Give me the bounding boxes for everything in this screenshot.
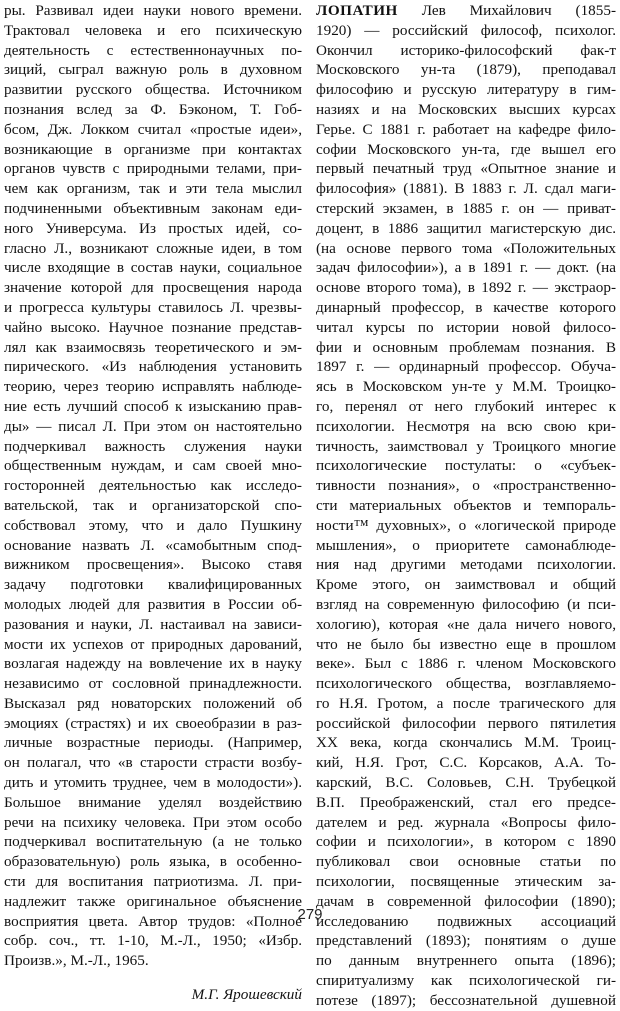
text-line: образовательную) роль языка, в особенно-: [4, 853, 302, 871]
text-line: В.П. Преображенский, стал его предсе-: [316, 793, 616, 811]
text-line: назиях и на Московских высших курсах: [316, 100, 616, 118]
text-line: подчеркивал воспитательную (а не только: [4, 833, 302, 851]
text-line: личные возрастные периоды. (Например,: [4, 734, 302, 752]
entry-head-word: ЛОПАТИН: [316, 2, 398, 19]
text-line: софии и психологии», в котором с 1890: [316, 833, 616, 851]
text-line: Высказал ряд новаторских положений об: [4, 694, 302, 712]
text-line: вижником просвещения». Высоко ставя: [4, 556, 302, 574]
text-line: и прогресса культуры ставилось Л. чрезвы-: [4, 298, 302, 316]
text-line: ние есть лучший способ к изысканию прав-: [4, 397, 302, 415]
signature-gap: [4, 971, 302, 985]
text-line: российской философии первого пятилетия: [316, 714, 616, 732]
text-line: ры. Развивал идеи науки нового времени.: [4, 2, 302, 19]
author-signature: М.Г. Ярошевский: [191, 986, 302, 1004]
text-line: независимо от сословной принадлежности.: [4, 675, 302, 693]
text-line: возлагая надежду на вовлечение их в науку: [4, 655, 302, 673]
text-line: дачам в современной философии (1890);: [316, 892, 616, 910]
text-line: теорию, через теорию исправлять наблюде-: [4, 378, 302, 396]
text-line: собствовал этому, что и дало Пушкину: [4, 516, 302, 534]
text-line: 1897 г. — ординарный профессор. Обуча-: [316, 358, 616, 376]
text-line: Большое внимание уделял воздействию: [4, 793, 302, 811]
text-line: задач философии»), а в 1891 г. — докт. (на: [316, 259, 616, 277]
text-line: органов чувств с природными телами, при-: [4, 160, 302, 178]
text-line: значение которой для просвещения народа: [4, 279, 302, 297]
text-line: кий, Н.Я. Грот, С.С. Корсаков, А.А. То-: [316, 754, 616, 772]
text-line: он полагал, что «в старости страсти возбу-: [4, 754, 302, 772]
text-line: ясь в Московском ун-те у М.М. Троицко-: [316, 378, 616, 396]
text-line: мости их успехов от природных дарований,: [4, 635, 302, 653]
text-line: пирического. «Из наблюдения установить: [4, 358, 302, 376]
text-line: (на основе первого тома «Положительных: [316, 239, 616, 257]
text-line: мышления», о приоритете самонаблюде-: [316, 536, 616, 554]
text-line: взгляд на современную философию (и пси-: [316, 595, 616, 613]
text-line: динарный профессор, в качестве которого: [316, 298, 616, 316]
text-line: читал курсы по истории новой филосо-: [316, 318, 616, 336]
entry-heading-rest: Лев Михайлович (1855-: [421, 2, 616, 19]
text-line: зиций, сыграл важную роль в духовном: [4, 61, 302, 79]
text-line: числе входящие в состав науки, социальное: [4, 259, 302, 277]
text-line: представлений (1893); понятиям о душе: [316, 932, 616, 950]
text-line: веке». Был с 1886 г. членом Московского: [316, 655, 616, 673]
text-line: Окончил историко-философский фак-т: [316, 41, 616, 59]
text-line: хологию), которая «не дала ничего нового,: [316, 615, 616, 633]
text-line: сти материальных объектов и темпораль-: [316, 496, 616, 514]
text-line: Кроме этого, он заимствовал и общий: [316, 576, 616, 594]
text-line: разования и науки, Л. настаивал на зависи-: [4, 615, 302, 633]
text-line: стерский экзамен, в 1885 г. он — приват-: [316, 199, 616, 217]
text-line: молодых людей для развития в России об-: [4, 595, 302, 613]
text-line: развитии русского общества. Источником: [4, 81, 302, 99]
text-line: философию и русскую литературу в гим-: [316, 81, 616, 99]
text-line: Московского ун-та (1879), преподавал: [316, 61, 616, 79]
text-line: подчеркивал важность служения науки: [4, 437, 302, 455]
text-line: XX века, когда скончались М.М. Троиц-: [316, 734, 616, 752]
text-line: философия» (1881). В 1883 г. Л. сдал маги-: [316, 180, 616, 198]
text-line: общественным нуждам, и сам своей мно-: [4, 457, 302, 475]
text-line: психологического общества, возглавляемо-: [316, 675, 616, 693]
text-line: лял как взаимосвязь теоретического и эм-: [4, 338, 302, 356]
text-line: бсом, Дж. Локком считал «простые идеи»,: [4, 120, 302, 138]
left-column: [4, 1, 302, 1005]
text-line: основе второго тома), в 1892 г. — экстраор-: [316, 279, 616, 297]
text-line: доцент, в 1886 защитил магистерскую дис.: [316, 219, 616, 237]
text-line: спиритуализму как психологической ги-: [316, 972, 616, 990]
text-line: гласно Л., возникают сложные идеи, в том: [4, 239, 302, 257]
text-line: тивности познания», о «пространственно-: [316, 477, 616, 495]
text-line: деятельность с естественнонаучных по-: [4, 41, 302, 59]
text-line: что не было бы известно еще в прошлом: [316, 635, 616, 653]
text-line: ды» — писал Л. При этом он настоятельно: [4, 417, 302, 435]
text-line: собр. соч., тт. 1-10, М.-Л., 1950; «Избр.: [4, 932, 302, 950]
text-line: психологии, посвященные этическим за-: [316, 873, 616, 891]
text-line: подчиненными объективным законам еди-: [4, 199, 302, 217]
text-line: дателем и ред. журнала «Вопросы фило-: [316, 813, 616, 831]
text-line: возникающие в организме при контактах: [4, 140, 302, 158]
text-line: вательской, так и организаторской спо-: [4, 496, 302, 514]
text-line: речи на психику человека. При этом особо: [4, 813, 302, 831]
text-line: чем как организм, так и эти тела мыслил: [4, 180, 302, 198]
text-line: госторонней деятельностью как исследо-: [4, 477, 302, 495]
text-line: Произв.», М.-Л., 1965.: [4, 952, 149, 970]
page-number: 279: [297, 906, 323, 923]
text-line: тичность, заимствовал у Троицкого многие: [316, 437, 616, 455]
text-line: дить и утомить труднее, чем в молодости»).: [4, 774, 302, 792]
text-line: ного Универсума. Из простых идей, со-: [4, 219, 302, 237]
text-line: психологические постулаты: о «субъек-: [316, 457, 616, 475]
text-line: по данным внутреннего опыта (1896);: [316, 952, 616, 970]
text-line: Трактовал человека и его психическую: [4, 21, 302, 39]
text-line: познания вслед за Ф. Бэконом, Т. Гоб-: [4, 100, 302, 118]
text-line: восприятия цвета. Автор трудов: «Полное: [4, 912, 302, 930]
entry-body: [316, 21, 616, 1011]
text-line: 1920) — российский философ, психолог.: [316, 21, 616, 39]
text-line: фии и основным проблемам познания. В: [316, 338, 616, 356]
text-line: задачу подготовки квалифицированных: [4, 576, 302, 594]
text-line: исследованию подвижных ассоциаций: [316, 912, 616, 930]
text-line: софии Московского ун-та, где вышел его: [316, 140, 616, 158]
text-line: го, перенял от него глубокий интерес к: [316, 397, 616, 415]
text-line: чайно высоко. Научное познание представ-: [4, 318, 302, 336]
entry-heading-line: [316, 1, 616, 21]
text-line: ния над другими методами психологии.: [316, 556, 616, 574]
text-line: первый печатный труд «Опытное знание и: [316, 160, 616, 178]
text-line: эмоциях (страстях) и их своеобразии в раз-: [4, 714, 302, 732]
text-line: потезе (1897); бессознательной душевной: [316, 991, 616, 1009]
text-line: ности™ духовных», о «логической природе: [316, 516, 616, 534]
text-line: надлежит также оригинальное объяснение: [4, 892, 302, 910]
text-line: сти для воспитания патриотизма. Л. при-: [4, 873, 302, 891]
text-line: основание назвать Л. «самобытным спод-: [4, 536, 302, 554]
text-line: го Н.Я. Гротом, а после трагического для: [316, 694, 616, 712]
right-column: [316, 1, 616, 1011]
text-line: публиковал свои основные статьи по: [316, 853, 616, 871]
text-line: карский, В.С. Соловьев, С.Н. Трубецкой: [316, 774, 616, 792]
text-line: Герье. С 1881 г. работает на кафедре фило-: [316, 120, 616, 138]
text-line: психологии. Несмотря на всю свою кри-: [316, 417, 616, 435]
